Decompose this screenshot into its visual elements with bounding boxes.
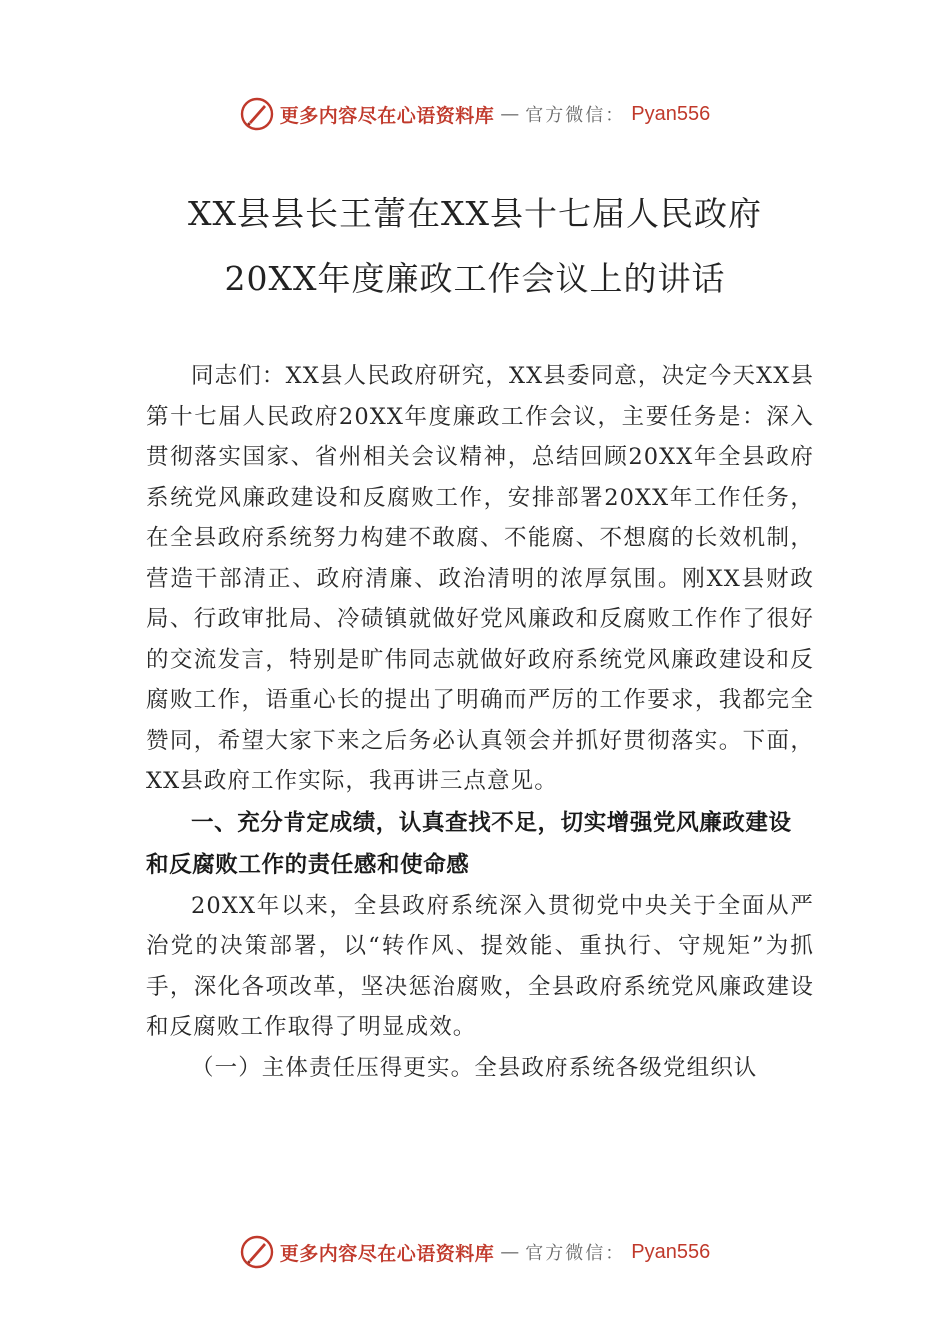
watermark-brand-text: 更多内容尽在心语资料库 (279, 1242, 495, 1265)
watermark-separator: — (500, 103, 520, 125)
quill-pen-logo-icon (240, 97, 274, 131)
watermark-wechat-label: 官方微信： (525, 105, 626, 126)
subsection-1-paragraph: （一）主体责任压得更实。全县政府系统各级党组织认 (191, 1054, 758, 1081)
watermark-wechat-id: Pyan556 (631, 1240, 711, 1263)
watermark-separator: — (500, 1241, 520, 1263)
section-1-heading: 一、充分肯定成绩，认真查找不足，切实增强党风廉政建设和反腐败工作的责任感和使命感 (146, 809, 792, 878)
watermark-brand-text: 更多内容尽在心语资料库 (279, 104, 495, 127)
watermark-wechat-id: Pyan556 (631, 102, 711, 125)
document-title-line-1: XX县县长王蕾在XX县十七届人民政府 (188, 194, 762, 233)
quill-pen-logo-icon (240, 1235, 274, 1269)
header-watermark-banner (0, 96, 950, 132)
footer-watermark-banner (0, 1234, 950, 1270)
section-1-paragraph: 20XX年以来，全县政府系统深入贯彻党中央关于全面从严治党的决策部署，以“转作风、提效能、重执行、守规矩”为抓手，深化各项改革，坚决惩治腐败，全县政府系统党风廉政建设和反腐败工作取得了明显成效。 (146, 892, 814, 1040)
document-body (146, 356, 814, 1088)
watermark-wechat-label: 官方微信： (525, 1243, 626, 1264)
intro-paragraph: 同志们：XX县人民政府研究，XX县委同意，决定今天XX县第十七届人民政府20XX年度廉政工作会议，主要任务是：深入贯彻落实国家、省州相关会议精神，总结回顾20XX年全县政府系统党风廉政建设和反腐败工作，安排部署20XX年工作任务，在全县政府系统努力构建不敢腐、不能腐、不想腐的长效机制，营造干部清正、政府清廉、政治清明的浓厚氛围。刚XX县财政局、行政审批局、冷碛镇就做好党风廉政和反腐败工作作了很好的交流发言，特别是旷伟同志就做好政府系统党风廉政建设和反腐败工作，语重心长的提出了明确而严厉的工作要求，我都完全赞同，希望大家下来之后务必认真领会并抓好贯彻落实。下面，XX县政府工作实际，我再讲三点意见。 (146, 363, 814, 794)
document-title-line-2: 20XX年度廉政工作会议上的讲话 (224, 259, 726, 298)
